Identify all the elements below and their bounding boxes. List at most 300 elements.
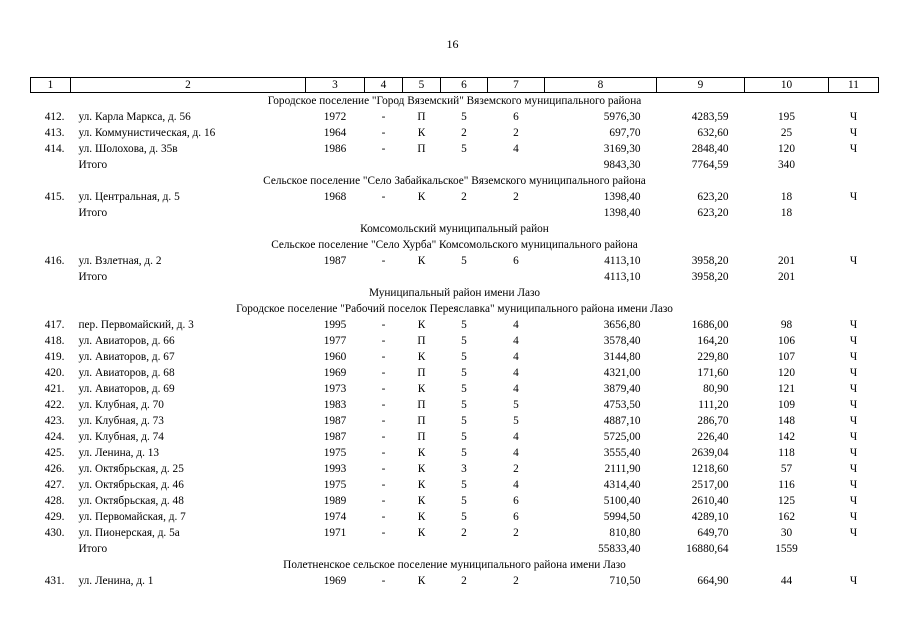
section-heading: Комсомольский муниципальный район [360,222,549,235]
table-cell-col9: 111,20 [698,398,729,411]
table-cell-col5: К [417,350,426,363]
table-cell-col4: - [381,430,386,443]
housing-register-table [30,77,879,589]
total-cell-col4 [365,269,403,285]
table-cell-col5: П [417,430,426,443]
table-cell-col6: 5 [461,366,467,379]
table-cell-col5: К [417,382,426,395]
table-cell-col4: - [381,398,386,411]
column-number-header: 8 [545,78,657,93]
table-row [31,253,879,269]
table-cell-col1: 423. [44,414,65,427]
table-row [31,381,879,397]
table-cell-col2: ул. Октябрьская, д. 46 [78,478,184,491]
column-number-header: 7 [488,78,545,93]
table-cell-col7: 4 [513,318,519,331]
total-cell-col8: 4113,10 [604,270,641,283]
table-cell-col9: 4289,10 [691,510,729,523]
table-cell-col1: 425. [44,446,65,459]
total-cell-col5 [403,157,441,173]
table-cell-col3: 1993 [323,462,347,475]
table-cell-col10: 106 [778,334,795,347]
table-cell-col9: 2639,04 [691,446,729,459]
table-cell-col3: 1989 [323,494,347,507]
table-cell-col7: 6 [513,254,519,267]
table-cell-col7: 2 [513,126,519,139]
table-cell-col4: - [381,494,386,507]
table-row [31,189,879,205]
table-cell-col4: - [381,318,386,331]
table-cell-col3: 1975 [323,446,347,459]
table-cell-col8: 2111,90 [604,462,641,475]
table-cell-col9: 664,90 [697,574,729,587]
table-cell-col2: ул. Авиаторов, д. 69 [78,382,175,395]
table-cell-col2: ул. Взлетная, д. 2 [78,254,162,267]
table-cell-col10: 118 [778,446,795,459]
table-cell-col11: Ч [849,462,858,475]
table-cell-col4: - [381,446,386,459]
table-cell-col8: 4753,50 [603,398,641,411]
total-row [31,205,879,221]
table-cell-col6: 5 [461,430,467,443]
total-cell-col8: 9843,30 [603,158,641,171]
total-cell-col1 [31,541,71,557]
table-cell-col7: 5 [513,414,519,427]
table-row [31,509,879,525]
table-cell-col9: 623,20 [697,190,729,203]
table-cell-col11: Ч [849,446,858,459]
table-cell-col7: 2 [513,190,519,203]
table-cell-col11: Ч [849,366,858,379]
table-cell-col6: 2 [461,526,467,539]
table-cell-col8: 3879,40 [603,382,641,395]
table-cell-col5: К [417,510,426,523]
section-heading: Сельское поселение "Село Хурба" Комсомольского муниципального района [271,238,638,251]
table-row [31,365,879,381]
table-cell-col6: 5 [461,494,467,507]
total-cell-col6 [441,157,488,173]
table-cell-col10: 30 [780,526,793,539]
table-cell-col7: 2 [513,574,519,587]
table-cell-col5: К [417,574,426,587]
table-row [31,573,879,589]
table-cell-col2: ул. Ленина, д. 1 [78,574,154,587]
table-cell-col5: К [417,254,426,267]
table-cell-col8: 3578,40 [603,334,641,347]
table-cell-col8: 4321,00 [603,366,641,379]
table-cell-col6: 5 [461,350,467,363]
table-cell-col4: - [381,366,386,379]
table-cell-col3: 1987 [323,254,347,267]
table-cell-col8: 3555,40 [603,446,641,459]
table-cell-col10: 148 [778,414,795,427]
table-cell-col4: - [381,254,386,267]
total-cell-col2: Итого [78,542,108,555]
table-cell-col3: 1974 [323,510,347,523]
table-row [31,493,879,509]
table-cell-col9: 2848,40 [691,142,729,155]
table-cell-col1: 417. [44,318,65,331]
table-cell-col5: П [417,366,426,379]
table-cell-col11: Ч [849,350,858,363]
table-cell-col11: Ч [849,526,858,539]
table-cell-col2: ул. Клубная, д. 74 [78,430,164,443]
section-heading-row [31,93,879,110]
total-cell-col6 [441,269,488,285]
table-cell-col10: 125 [778,494,795,507]
table-cell-col7: 6 [513,110,519,123]
table-cell-col3: 1971 [323,526,347,539]
table-cell-col4: - [381,350,386,363]
table-cell-col8: 5994,50 [603,510,641,523]
table-cell-col10: 107 [778,350,795,363]
column-number-header: 9 [657,78,745,93]
table-cell-col7: 4 [513,366,519,379]
table-cell-col3: 1972 [323,110,347,123]
total-cell-col9: 7764,59 [691,158,729,171]
table-cell-col4: - [381,526,386,539]
column-number-header: 5 [403,78,441,93]
table-cell-col5: К [417,478,426,491]
table-cell-col6: 5 [461,110,467,123]
table-cell-col11: Ч [849,414,858,427]
total-cell-col9: 3958,20 [691,270,729,283]
table-row [31,461,879,477]
total-cell-col10: 1559 [775,542,798,555]
total-cell-col1 [31,157,71,173]
table-cell-col6: 2 [461,574,467,587]
table-cell-col9: 171,60 [697,366,729,379]
table-cell-col8: 5725,00 [603,430,641,443]
table-cell-col5: П [417,334,426,347]
table-cell-col4: - [381,110,386,123]
total-cell-col7 [488,269,545,285]
table-row [31,349,879,365]
table-cell-col9: 226,40 [697,430,729,443]
table-cell-col1: 415. [44,190,65,203]
page-number: 16 [446,37,459,51]
table-cell-col3: 1995 [323,318,347,331]
section-heading-row [31,301,879,317]
table-cell-col10: 98 [780,318,793,331]
table-cell-col3: 1983 [323,398,347,411]
total-cell-col11 [829,157,879,173]
total-cell-col7 [488,157,545,173]
section-heading: Сельское поселение "Село Забайкальское" Вяземского муниципального района [263,174,646,187]
table-cell-col2: ул. Авиаторов, д. 68 [78,366,175,379]
table-cell-col10: 109 [778,398,795,411]
total-cell-col2: Итого [78,270,108,283]
table-cell-col6: 2 [461,126,467,139]
table-cell-col9: 2517,00 [691,478,729,491]
table-cell-col6: 5 [461,382,467,395]
table-cell-col4: - [381,142,386,155]
table-cell-col6: 5 [461,318,467,331]
table-cell-col10: 121 [778,382,795,395]
table-cell-col9: 229,80 [697,350,729,363]
table-header-row [31,78,879,93]
total-row [31,269,879,285]
total-cell-col11 [829,269,879,285]
total-cell-col5 [403,205,441,221]
table-cell-col1: 418. [44,334,65,347]
table-cell-col8: 3656,80 [603,318,641,331]
table-cell-col6: 5 [461,142,467,155]
total-cell-col1 [31,205,71,221]
table-cell-col2: ул. Центральная, д. 5 [78,190,180,203]
table-cell-col2: ул. Шолохова, д. 35в [78,142,178,155]
table-cell-col7: 4 [513,446,519,459]
total-cell-col10: 340 [778,158,795,171]
table-cell-col4: - [381,190,386,203]
table-cell-col3: 1964 [323,126,347,139]
table-cell-col8: 1398,40 [603,190,641,203]
table-cell-col1: 427. [44,478,65,491]
table-cell-col8: 3169,30 [603,142,641,155]
table-cell-col9: 80,90 [703,382,729,395]
table-cell-col1: 421. [44,382,65,395]
table-cell-col1: 419. [44,350,65,363]
table-cell-col6: 5 [461,478,467,491]
table-cell-col7: 6 [513,494,519,507]
table-cell-col8: 3144,80 [603,350,641,363]
table-cell-col5: К [417,446,426,459]
table-cell-col3: 1987 [323,430,347,443]
table-cell-col5: П [417,398,426,411]
table-cell-col6: 5 [461,414,467,427]
total-cell-col2: Итого [78,206,108,219]
total-cell-col1 [31,269,71,285]
table-cell-col9: 4283,59 [691,110,729,123]
total-cell-col3 [306,541,365,557]
table-cell-col3: 1975 [323,478,347,491]
table-cell-col1: 430. [44,526,65,539]
table-cell-col5: К [417,526,426,539]
table-cell-col5: К [417,126,426,139]
total-cell-col5 [403,541,441,557]
table-cell-col1: 412. [44,110,65,123]
section-heading-row [31,285,879,301]
table-cell-col5: П [417,142,426,155]
table-cell-col2: ул. Клубная, д. 70 [78,398,164,411]
table-row [31,333,879,349]
column-number-header: 1 [31,78,71,93]
table-cell-col8: 5976,30 [603,110,641,123]
table-cell-col3: 1960 [323,350,347,363]
table-cell-col2: ул. Первомайская, д. 7 [78,510,186,523]
table-cell-col9: 1218,60 [691,462,729,475]
table-cell-col9: 286,70 [697,414,729,427]
table-cell-col6: 5 [461,510,467,523]
total-cell-col3 [306,269,365,285]
total-row [31,541,879,557]
table-cell-col7: 4 [513,142,519,155]
table-row [31,125,879,141]
table-cell-col8: 5100,40 [603,494,641,507]
total-cell-col4 [365,157,403,173]
table-cell-col3: 1977 [323,334,347,347]
table-row [31,477,879,493]
table-cell-col1: 416. [44,254,65,267]
table-cell-col3: 1987 [323,414,347,427]
table-cell-col2: ул. Карла Маркса, д. 56 [78,110,191,123]
table-cell-col1: 420. [44,366,65,379]
total-cell-col6 [441,205,488,221]
table-cell-col6: 5 [461,334,467,347]
total-cell-col7 [488,205,545,221]
table-cell-col6: 5 [461,254,467,267]
section-heading: Муниципальный район имени Лазо [368,286,541,299]
table-cell-col5: К [417,494,426,507]
table-cell-col2: пер. Первомайский, д. 3 [78,318,194,331]
table-row [31,317,879,333]
table-cell-col2: ул. Пионерская, д. 5а [78,526,180,539]
table-cell-col5: П [417,414,426,427]
table-cell-col3: 1986 [323,142,347,155]
table-cell-col9: 164,20 [697,334,729,347]
table-cell-col3: 1973 [323,382,347,395]
section-heading-row [31,237,879,253]
total-cell-col8: 55833,40 [598,542,641,555]
total-cell-col11 [829,541,879,557]
table-row [31,445,879,461]
table-row [31,397,879,413]
total-cell-col8: 1398,40 [603,206,641,219]
table-row [31,109,879,125]
table-cell-col10: 120 [778,142,795,155]
column-number-header: 6 [441,78,488,93]
table-cell-col6: 2 [461,190,467,203]
table-cell-col1: 428. [44,494,65,507]
table-cell-col8: 4314,40 [603,478,641,491]
table-cell-col7: 6 [513,510,519,523]
table-cell-col6: 5 [461,398,467,411]
table-cell-col4: - [381,334,386,347]
table-cell-col8: 810,80 [609,526,641,539]
table-cell-col7: 2 [513,526,519,539]
table-cell-col10: 201 [778,254,795,267]
table-cell-col10: 25 [780,126,793,139]
table-cell-col11: Ч [849,334,858,347]
total-cell-col9: 623,20 [697,206,729,219]
column-number-header: 2 [71,78,306,93]
table-cell-col11: Ч [849,510,858,523]
table-cell-col4: - [381,574,386,587]
total-cell-col11 [829,205,879,221]
table-cell-col1: 426. [44,462,65,475]
table-cell-col2: ул. Коммунистическая, д. 16 [78,126,216,139]
table-cell-col7: 5 [513,398,519,411]
table-cell-col1: 414. [44,142,65,155]
total-cell-col4 [365,205,403,221]
table-cell-col9: 3958,20 [691,254,729,267]
table-cell-col7: 4 [513,350,519,363]
table-cell-col8: 697,70 [609,126,641,139]
total-cell-col7 [488,541,545,557]
table-row [31,141,879,157]
table-row [31,525,879,541]
table-cell-col5: К [417,190,426,203]
table-cell-col11: Ч [849,398,858,411]
table-cell-col11: Ч [849,190,858,203]
table-cell-col5: К [417,462,426,475]
total-cell-col10: 18 [780,206,793,219]
table-cell-col8: 4113,10 [604,254,641,267]
table-cell-col10: 120 [778,366,795,379]
table-cell-col2: ул. Клубная, д. 73 [78,414,164,427]
total-cell-col6 [441,541,488,557]
table-cell-col3: 1969 [323,366,347,379]
table-cell-col10: 142 [778,430,795,443]
table-cell-col8: 4887,10 [603,414,641,427]
table-cell-col5: К [417,318,426,331]
table-cell-col2: ул. Авиаторов, д. 66 [78,334,175,347]
table-cell-col6: 3 [461,462,467,475]
table-cell-col4: - [381,478,386,491]
table-cell-col2: ул. Ленина, д. 13 [78,446,160,459]
table-row [31,413,879,429]
table-cell-col1: 424. [44,430,65,443]
section-heading-row [31,557,879,573]
section-heading: Городское поселение "Рабочий поселок Переяславка" муниципального района имени Лазо [236,302,673,315]
table-cell-col2: ул. Авиаторов, д. 67 [78,350,175,363]
total-cell-col3 [306,205,365,221]
table-cell-col1: 413. [44,126,65,139]
table-cell-col11: Ч [849,126,858,139]
table-cell-col11: Ч [849,478,858,491]
section-heading-row [31,221,879,237]
table-cell-col10: 162 [778,510,795,523]
table-cell-col9: 649,70 [697,526,729,539]
total-cell-col2: Итого [78,158,108,171]
table-cell-col9: 632,60 [697,126,729,139]
table-cell-col11: Ч [849,574,858,587]
column-number-header: 10 [745,78,829,93]
table-cell-col8: 710,50 [609,574,641,587]
table-cell-col10: 195 [778,110,795,123]
section-heading: Городское поселение "Город Вяземский" Вяземского муниципального района [267,94,642,107]
table-cell-col1: 431. [44,574,65,587]
table-cell-col1: 429. [44,510,65,523]
total-cell-col5 [403,269,441,285]
table-cell-col7: 4 [513,430,519,443]
column-number-header: 3 [306,78,365,93]
table-cell-col2: ул. Октябрьская, д. 48 [78,494,184,507]
table-cell-col9: 2610,40 [691,494,729,507]
table-cell-col7: 4 [513,478,519,491]
table-cell-col2: ул. Октябрьская, д. 25 [78,462,184,475]
table-cell-col4: - [381,462,386,475]
table-cell-col1: 422. [44,398,65,411]
table-cell-col11: Ч [849,254,858,267]
column-number-header: 4 [365,78,403,93]
table-cell-col7: 4 [513,382,519,395]
table-cell-col10: 116 [778,478,795,491]
table-cell-col10: 18 [780,190,793,203]
column-number-header: 11 [829,78,879,93]
table-cell-col4: - [381,510,386,523]
section-heading: Полетненское сельское поселение муниципального района имени Лазо [283,558,626,571]
total-cell-col10: 201 [778,270,795,283]
table-cell-col11: Ч [849,494,858,507]
table-cell-col11: Ч [849,318,858,331]
table-cell-col11: Ч [849,110,858,123]
table-row [31,429,879,445]
section-heading-row [31,173,879,189]
table-cell-col10: 44 [780,574,793,587]
table-cell-col4: - [381,414,386,427]
table-cell-col11: Ч [849,142,858,155]
